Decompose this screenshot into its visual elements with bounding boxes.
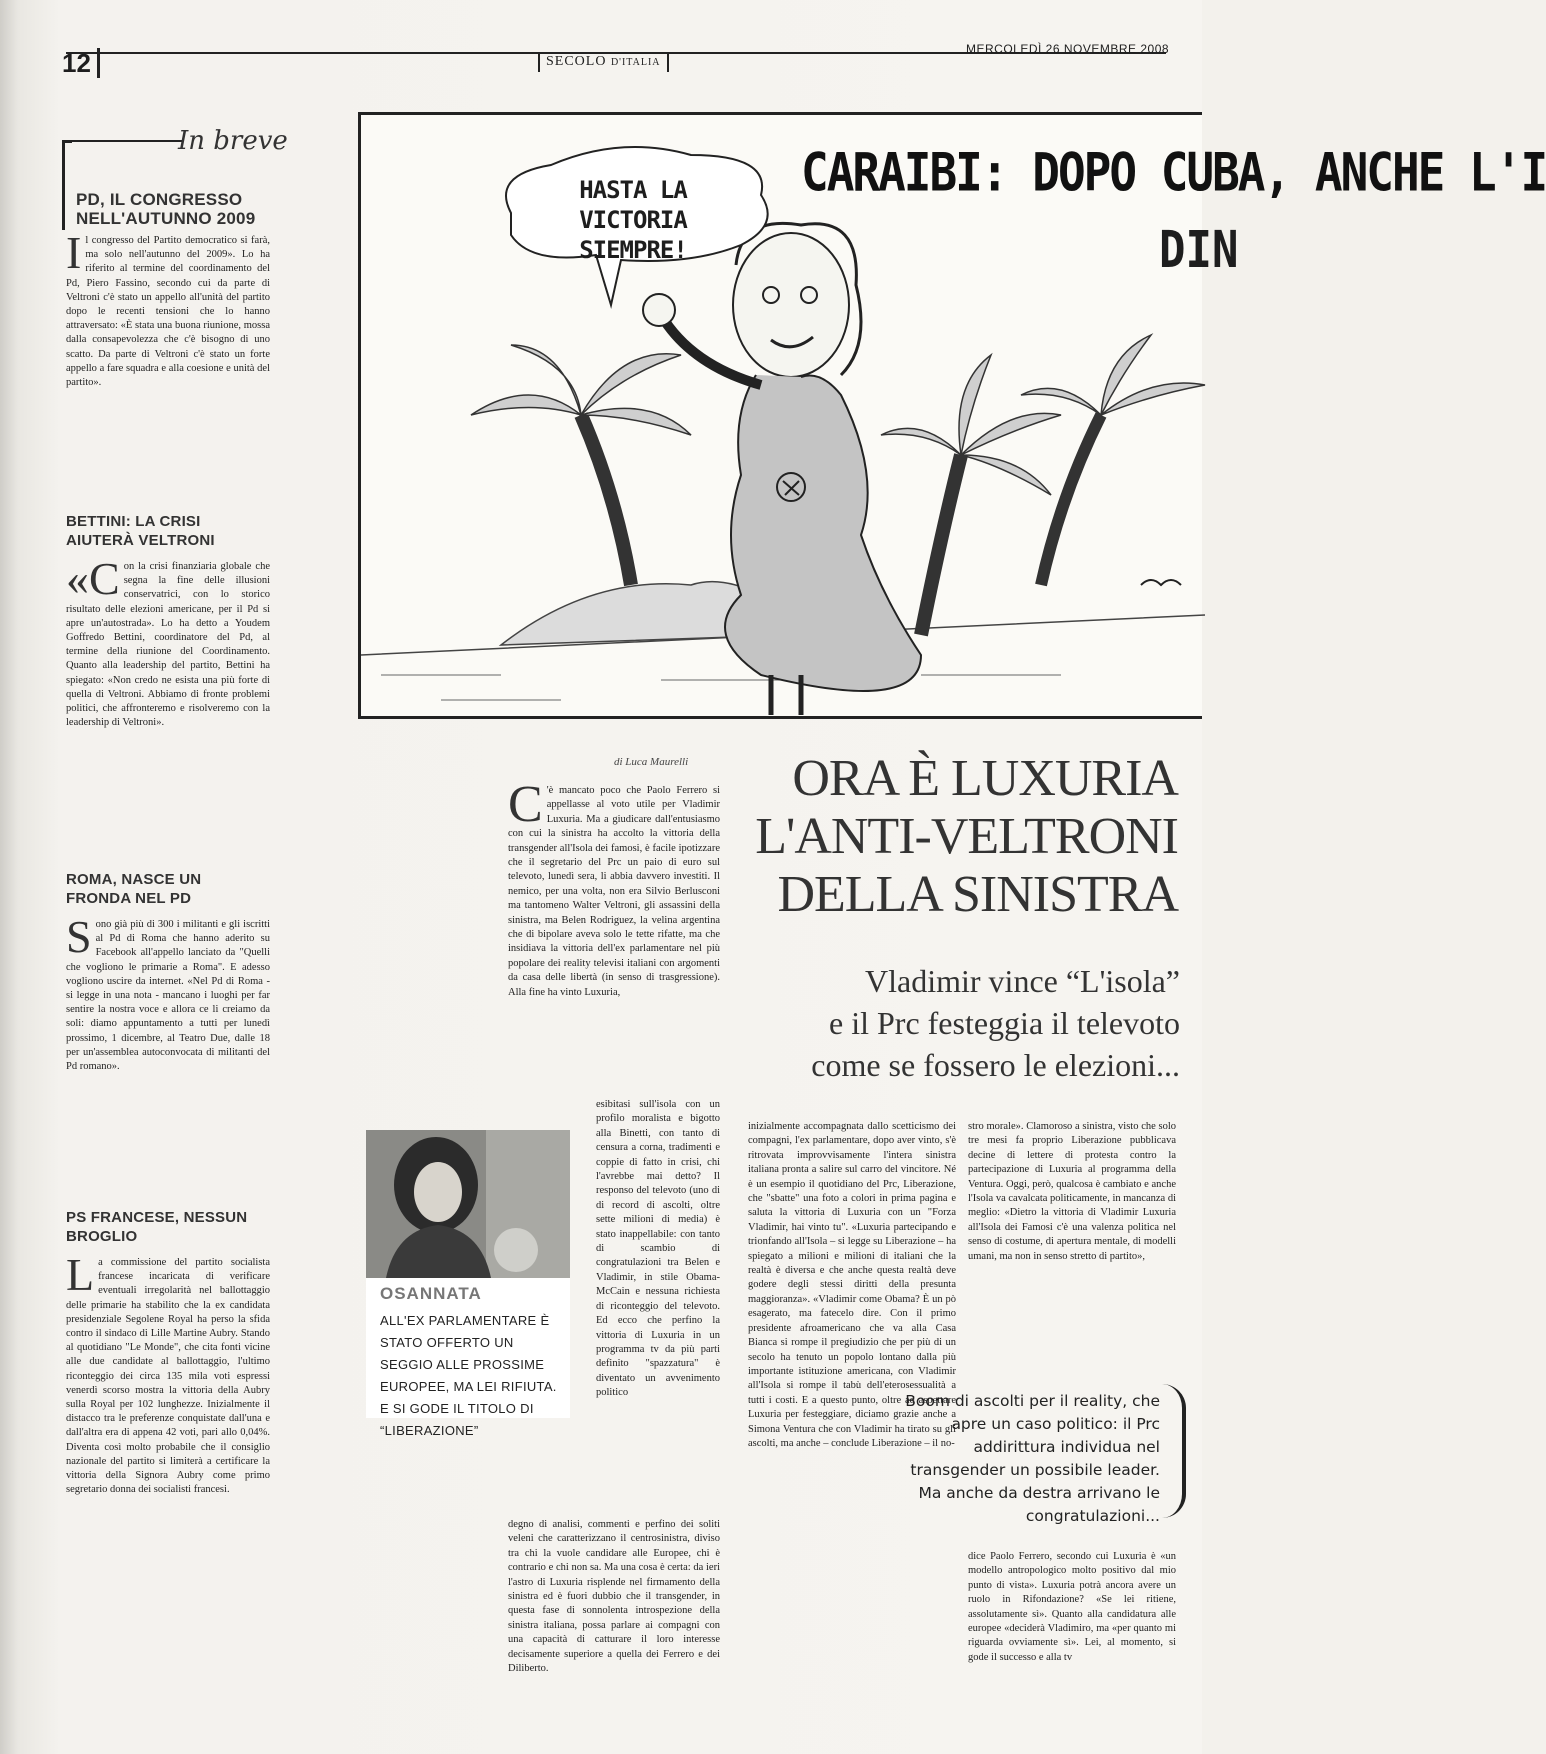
subhead-line: come se fossero le elezioni...	[811, 1047, 1180, 1083]
paper-name-small: D'ITALIA	[610, 57, 661, 68]
cartoon-title-line1: CARAIBI: DOPO CUBA, ANCHE L'I	[801, 140, 1546, 204]
brief-2	[66, 512, 270, 730]
brief-title: PD, IL CONGRESSO NELL'AUTUNNO 2009	[76, 190, 256, 228]
brief-body	[66, 911, 270, 1074]
article-text: esibitasi sull'isola con un profilo moralista e bigotto alla Binetti, con tanto di censura a corna, tradimenti e coppie di fatto in crisi, chi l'avrebbe mai detto? Il responso del televoto (uno di di record di ascolti, oltre sette milioni di media) è stato inappellabile: con tanto di scambio di congratulazioni tra Belen e Vladimir, in stile Obama-McCain e nessuna richiesta di riconteggio del televoto. Ed ecco che perfino la vittoria di Luxuria in un programma tv da più parti definito "spazzatura" è diventato un avvenimento politico	[596, 1099, 720, 1399]
caption-kicker: OSANNATA	[380, 1284, 482, 1303]
pull-quote-brace	[1162, 1384, 1186, 1518]
brief-body	[66, 227, 270, 390]
headline-line: DELLA SINISTRA	[777, 866, 1178, 923]
issue-date: MERCOLEDÌ 26 NOVEMBRE 2008	[966, 42, 1170, 56]
palm-tree-right	[881, 355, 1061, 495]
cartoon-title-line2: DIN	[1159, 221, 1239, 280]
article-column-1-bottom	[508, 1518, 720, 1676]
caricature-dress	[725, 375, 921, 691]
paper-name-main: SECOLO	[546, 54, 607, 69]
raised-fist	[643, 294, 675, 326]
section-label: In breve	[178, 126, 288, 156]
brief-title: PS FRANCESE, NESSUN BROGLIO	[66, 1209, 248, 1245]
brief-body	[66, 553, 270, 730]
caricature-head	[733, 233, 849, 377]
page-number: 12	[62, 48, 100, 78]
article-text: dice Paolo Ferrero, secondo cui Luxuria è «un modello antropologico molto positivo dal mio punto di vista». Luxuria potrà ancora avere un ruolo in Rifondazione? «Se lei ritiene, assolutamente sì». Quanto alla candidatura alle europee «deciderà Vladimiro, ma «per quanto mi riguarda ovviamente sì». Lei, al momento, si gode il successo e alla tv	[968, 1551, 1176, 1663]
brief-4	[66, 1208, 270, 1497]
dropcap: C	[508, 776, 543, 833]
pull-quote: Boom di ascolti per il reality, che apre un caso politico: il Prc addirittura individua nel transgender un possibile leader. Ma anche da destra arrivano le congratulazioni...	[905, 1392, 1160, 1525]
article-column-3-top	[968, 1120, 1176, 1264]
headline-line: ORA È LUXURIA	[792, 750, 1178, 807]
article-text: stro morale». Clamoroso a sinistra, visto che solo tre mesi fa proprio Liberazione pubblicava decine di lettere di protesta contro la partecipazione di Luxuria al programma della Ventura. Oggi, però, qualcosa è cambiato e anche l'Isola va cavalcata politicamente, in mancanza di meglio: «Dietro la vittoria di Vladimir Luxuria all'Isola dei Famosi c'è una valenza politica nel senso di costume, di apertura mentale, di modelli umani, ma non in senso stretto di partito»,	[968, 1121, 1177, 1262]
brief-title: ROMA, NASCE UN FRONDA NEL PD	[66, 871, 202, 907]
brief-text: a commissione del partito socialista francese incaricata di verificare eventuali irregolarità nel ballottaggio delle primarie ha stabilito che la ex candidata presidenziale Segolene Royal ha perso la sfida contro il sindaco di Lille Martine Aubry. Stando al quotidiano "Le Monde", che cita fonti vicine alle due candidate al ballottaggio, l'ultimo riconteggio dei circa 135 mila voti espressi venerdì scorso mostra la vittoria della Aubry sulla Royal per 102 lunghezze. Inizialmente il distacco tra le preferenze conquistate dall'una e dall'altra era di appena 42 voti, pari allo 0,04%. Diventa così molto probabile che il consiglio nazionale del partito si limiterà a certificare la vittoria della Signora Aubry come primo segretario donna dei socialisti francesi.	[66, 1257, 270, 1496]
brief-title: BETTINI: LA CRISI AIUTERÀ VELTRONI	[66, 513, 215, 549]
dropcap: S	[66, 911, 92, 962]
brief-text: on la crisi finanziaria globale che segna la fine delle illusioni conservatrici, con lo storico risultato delle elezioni americane, per il Pd si apre un'autostrada». Lo ha detto a Youdem Goffredo Bettini, coordinatore del Pd, al termine della riunione del Coordinamento. Quanto alla leadership del partito, Bettini ha spiegato: «Non credo ne esista una più forte di quella di Veltroni. Abbiamo di fronte problemi politici, che affronteremo e risolveremo con la leadership di Veltroni».	[66, 561, 270, 729]
subhead-line: Vladimir vince “L'isola”	[865, 963, 1180, 999]
in-breve-rule	[72, 140, 182, 142]
article-text: 'è mancato poco che Paolo Ferrero si appellasse al voto utile per Vladimir Luxuria. Ma a giudicare dall'entusiasmo con cui la sinistra ha accolto la vittoria della transgender all'Isola dei famosi, è facile ipotizzare che il segretario del Prc un paio di euro sul televoto, lunedì sera, li abbia davvero investiti. Il nemico, per una volta, non era Silvio Berlusconi ma tantomeno Walter Veltroni, gli assassini della sinistra, ma Belen Rodriguez, la velina argentina che di bipolare aveva solo le tette rifatte, ma che insidiava la vittoria dell'ex parlamentare nel più popolare dei reality televisi italiani con argomenti da casa delle libertà (in senso di trasgressione). Alla fine ha vinto Luxuria,	[508, 785, 720, 998]
caption-body: ALL'EX PARLAMENTARE È STATO OFFERTO UN SEGGIO ALLE PROSSIME EUROPEE, MA LEI RIFIUTA. E SI GODE IL TITOLO DI “LIBERAZIONE”	[380, 1313, 557, 1438]
political-cartoon	[358, 112, 1546, 719]
headline-line: L'ANTI-VELTRONI	[755, 808, 1178, 865]
brief-text: ono già più di 300 i militanti e gli iscritti al Pd di Roma che hanno aderito su Facebook all'appello lanciato da "Quelli che vogliono le primarie a Roma". E adesso vogliono uscire da internet. «Nel Pd di Roma - si legge in una nota - mancano i luoghi per far sentire la nostra voce e allora ce li creiamo da soli: diamo appuntamento a tutti per lunedì prossimo, 1 dicembre, al Teatro Due, dalle 18 per un'assemblea autoconvocata di militanti del Pd romano».	[66, 919, 270, 1073]
cartoon-title	[801, 141, 1546, 203]
article-column-3-bottom	[968, 1550, 1176, 1665]
brief-3	[66, 870, 270, 1074]
article-column-1-mid	[596, 1098, 720, 1401]
paper-name	[538, 52, 669, 72]
brief-1	[66, 190, 270, 390]
article-column-1-top	[508, 776, 720, 1000]
brief-text: l congresso del Partito democratico si farà, ma solo nell'autunno del 2009». Lo ha riferito al termine del coordinamento del Pd, Piero Fassino, secondo cui da parte di Veltroni c'è stato un appello all'unità del partito dopo le recenti tensioni che lo hanno attraversato: «È stata una buona riunione, mossa dalla consapevolezza che c'è bisogno di uno scatto. Da parte di Veltroni c'è stato un forte appello a fare squadra e alla coesione e unità del partito».	[66, 235, 270, 389]
brief-body	[66, 1249, 270, 1497]
headline	[712, 750, 1178, 924]
portrait-photo	[366, 1130, 570, 1278]
subheadline	[730, 960, 1180, 1086]
dropcap: «C	[66, 553, 120, 604]
speech-bubble-text: HASTA LA VICTORIA SIEMPRE!	[579, 176, 687, 264]
article-text: inizialmente accompagnata dallo scetticismo dei compagni, l'ex parlamentare, dopo aver vinto, s'è ritrovata improvvisamente l'intera sinistra italiana pronta a salire sul carro del vincitore. Né è un esempio il quotidiano del Prc, Liberazione, che "sbatte" una foto a colori in prima pagina e saluta la vittoria di Luxuria con un "Forza Vladimir, hai vinto tu". «Luxuria partecipando e trionfando all'Isola – si legge su Liberazione – ha spiegato a milioni e milioni di italiani che la realtà è diversa e che anche questa realtà deve godere degli stessi diritti della presunta maggioranza». «Vladimir come Obama? È un pò esagerato, ma fatecelo dire. Con il primo presidente afroamericano che va alla Casa Bianca si rompe il pregiudizio che per più di un secolo ha tenuto un popolo lontano dalla più importante istituzione americana, con Vladimir all'Isola si rompe il tabù dell'eterosessualità a tutti i costi. E a questo punto, oltre ad aspettare Luxuria per festeggiare, diciamo grazie anche a Simona Ventura che con Vladimir ha tirato su gli ascolti, ma anche – conclude Liberazione – il no-	[748, 1121, 956, 1449]
subhead-line: e il Prc festeggia il televoto	[829, 1005, 1180, 1041]
dropcap: L	[66, 1249, 95, 1300]
dropcap: I	[66, 227, 82, 278]
byline: di Luca Maurelli	[614, 756, 689, 768]
article-text: degno di analisi, commenti e perfino dei soliti veleni che caratterizzano il centrosinistra, diviso tra chi la vuole candidare alle Europee, chi è contrario e chi non sa. Ma una cosa è certa: da ieri l'astro di Luxuria risplende nel firmamento della sinistra ed è fuori dubbio che il transgender, in questa fase di sonnolenta introspezione della sinistra italiana, possa parlare ai compagni con una capacità di catturare il loro interesse decisamente superiore a quella dei Ferrero e dei Diliberto.	[508, 1519, 720, 1675]
cartoon-drawing	[361, 115, 1205, 722]
